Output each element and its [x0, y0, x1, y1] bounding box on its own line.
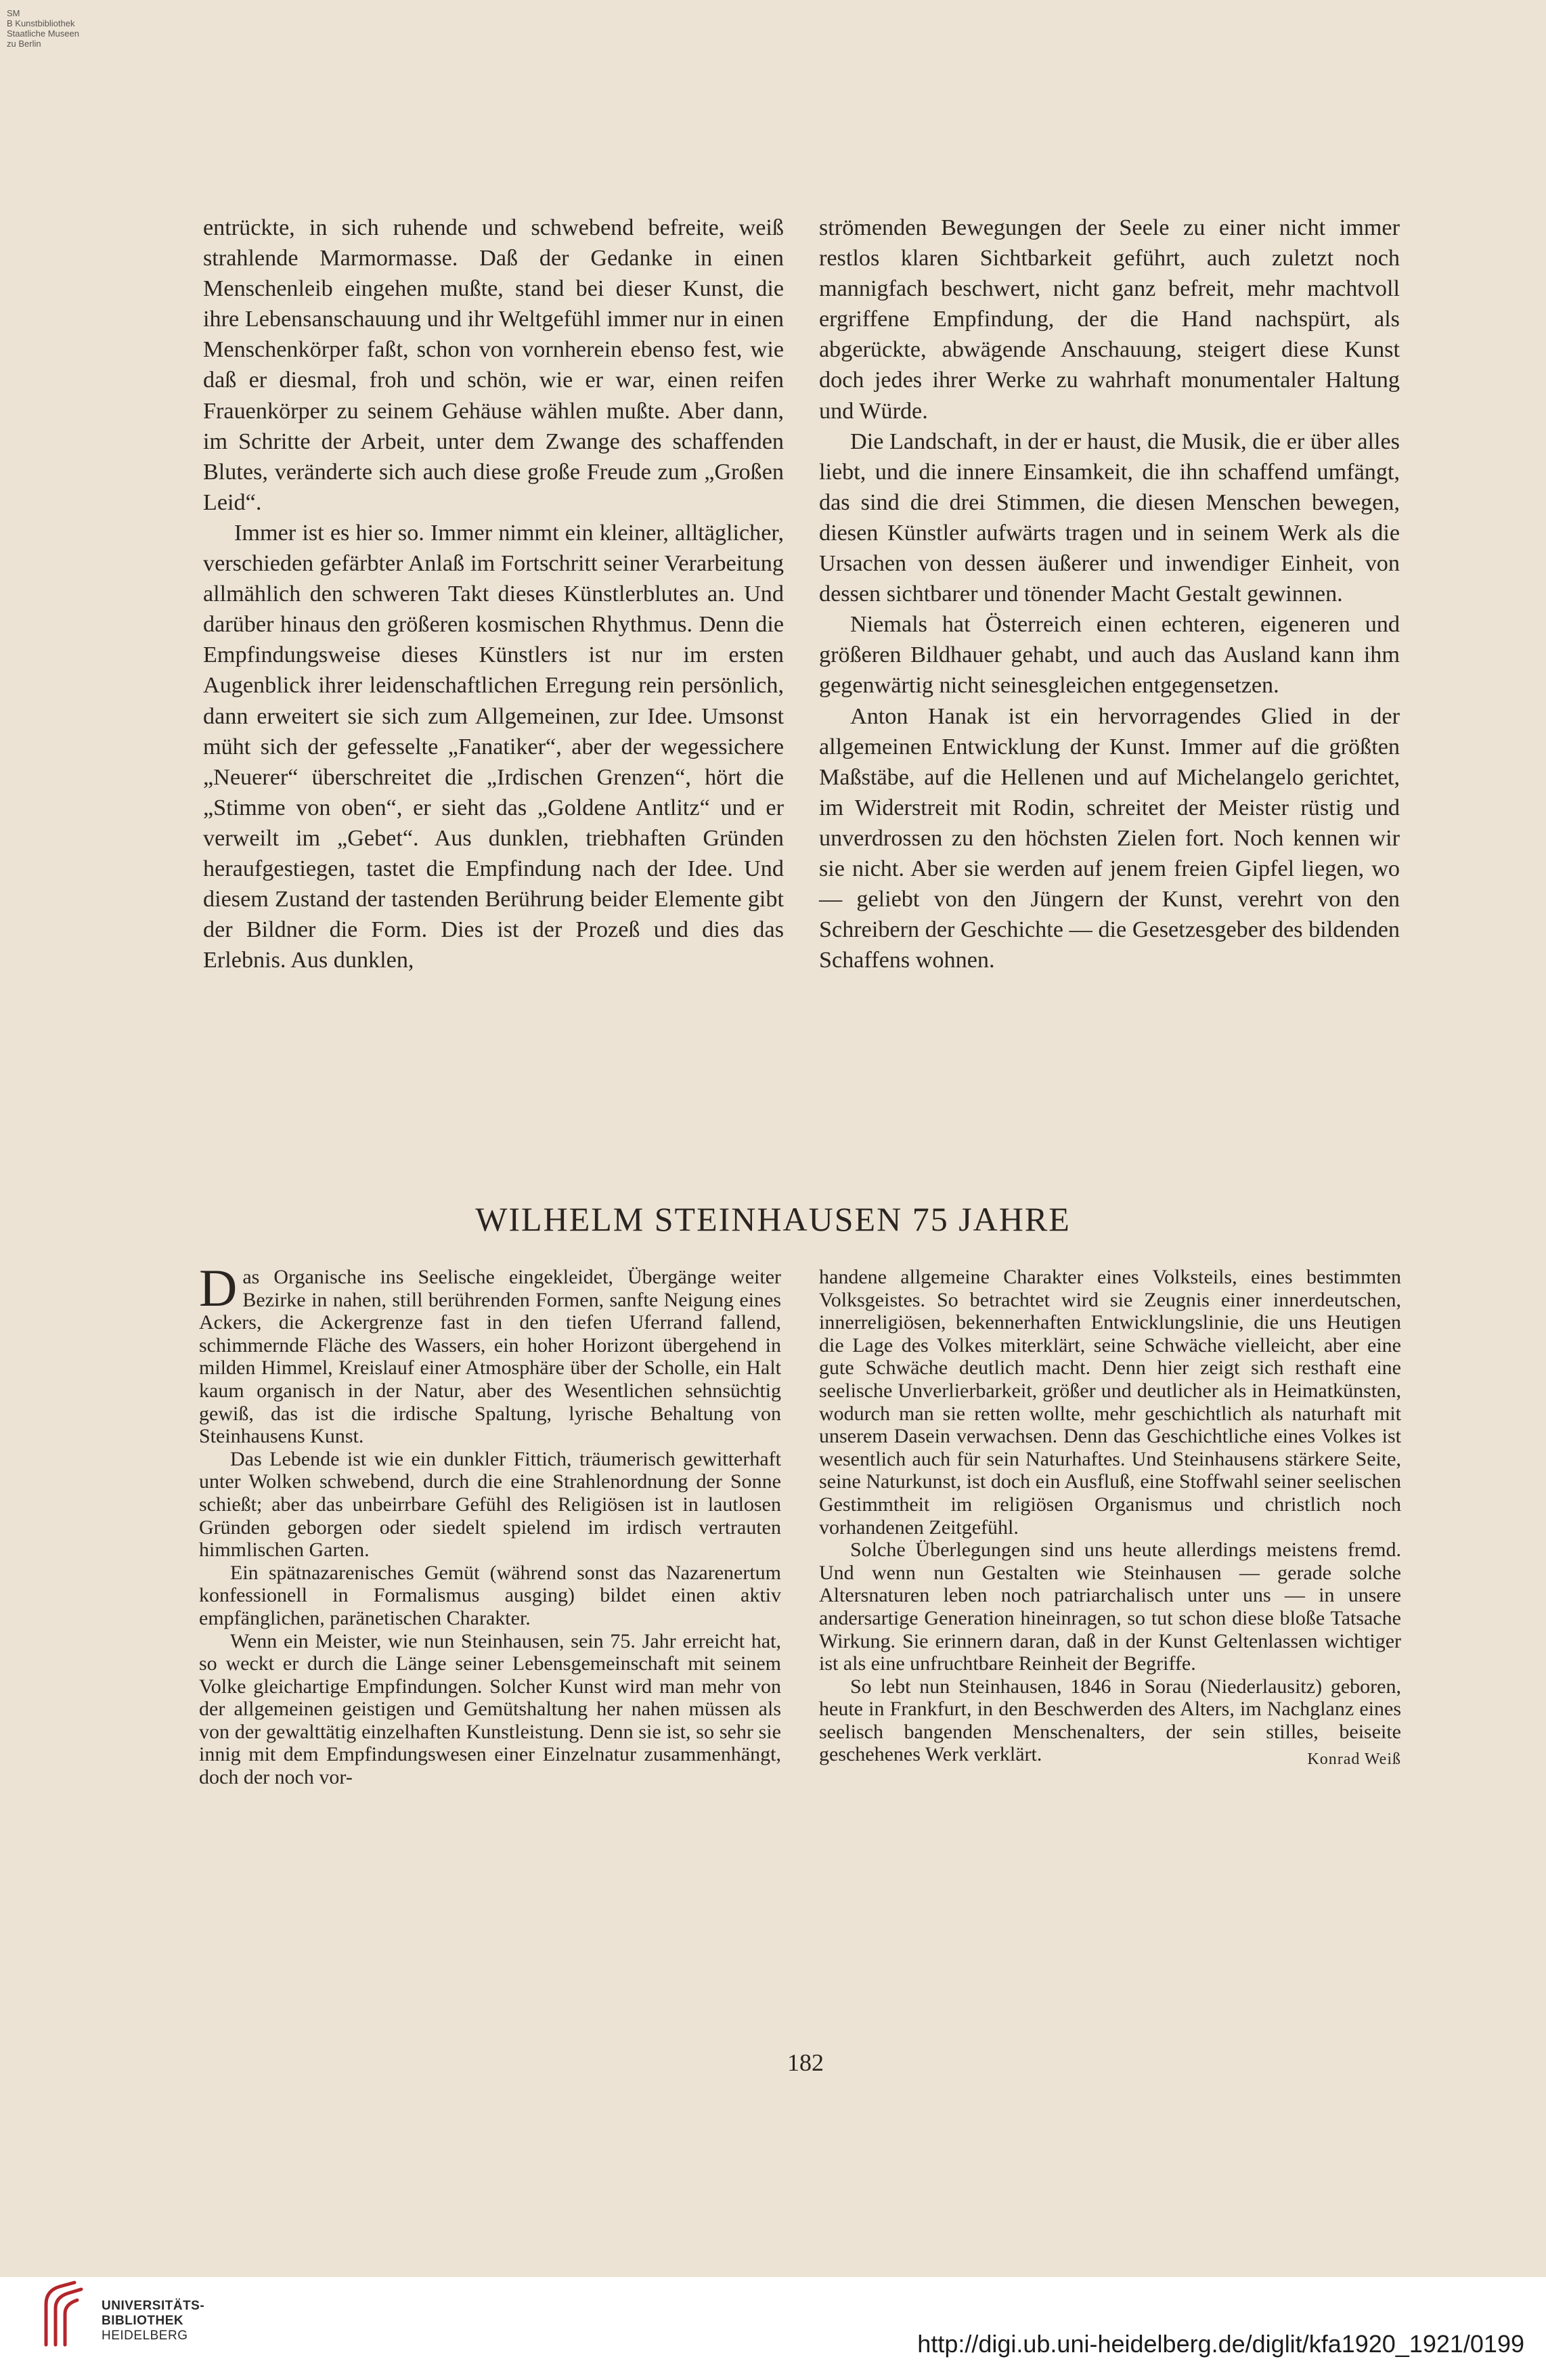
institution-line: HEIDELBERG	[102, 2329, 188, 2343]
paragraph: Solche Überlegungen sind uns heute allerdings meistens fremd. Und wenn nun Gestalten wie Steinhausen — gerade solche Altersnaturen leben noch patriarchalisch unter uns — in unsere andersartige Generation hineinragen, so tut schon diese bloße Tatsache Wirkung. Sie erinnern daran, daß in der Kunst Geltenlassen wichtiger ist als eine unfruchtbare Reinheit der Begriffe.	[819, 1539, 1401, 1675]
library-stamp	[7, 8, 79, 49]
paragraph: Das Lebende ist wie ein dunkler Fittich, träumerisch gewitterhaft unter Wolken schwebend, durch die eine Strahlenordnung der Sonne schießt; aber das unbeirrbare Gefühl des Religiösen ist in lautlosen Gründen geborgen oder siedelt spielend im irdisch vertrauten himmlischen Garten.	[199, 1447, 781, 1562]
paragraph-text: So lebt nun Steinhausen, 1846 in Sorau (Niederlausitz) geboren, heute in Frankfurt, in den Beschwerden des Alters, im Nachglanz eines seelisch bangenden Menschenalters, der sein stilles, beiseite geschehenes Werk verklärt.	[819, 1675, 1401, 1766]
paragraph: handene allgemeine Charakter eines Volksteils, eines bestimmten Volksgeistes. So betrachtet wird sie Zeugnis einer innerdeutschen, innerreligiösen, bekennerhaften Entwicklungslinie, die uns Heutigen die Lage des Volkes miterklärt, seine Schwäche vielleicht, aber eine gute Schwäche deutlich macht. Denn hier zeigt sich resthaft eine seelische Unverlierbarkeit, größer und deutlicher als in Heimatkünsten, wodurch man sie retten wollte, mehr geschichtlich als naturhaft mit unserem Dasein verwachsen. Denn das Geschichtliche eines Volkes ist wesentlich auch für sein Naturhaftes. Und Steinhausens stärkere Seite, seine Naturkunst, ist doch ein Ausfluß, eine Stoffwahl seiner seelischen Gestimmtheit im religiösen Organismus und christlich noch vorhandenen Zeitgefühl.	[819, 1266, 1401, 1539]
footer-bar	[0, 2277, 1546, 2380]
article-title: WILHELM STEINHAUSEN 75 JAHRE	[475, 1200, 1071, 1238]
stamp-line: B Kunstbibliothek	[7, 18, 75, 28]
paragraph	[819, 1675, 1401, 1769]
institution-name	[102, 2299, 204, 2343]
paragraph: Niemals hat Österreich einen echteren, eigeneren und größeren Bildhauer gehabt, und auch das Ausland kann ihm gegenwärtig nicht seinesgleichen entgegensetzen.	[819, 612, 1400, 699]
institution-line: BIBLIOTHEK	[102, 2314, 184, 2328]
lower-right-column	[819, 1266, 1401, 1771]
page-number: 182	[787, 2049, 824, 2076]
lower-left-column	[199, 1258, 781, 1789]
library-logo-icon	[39, 2277, 87, 2352]
paragraph: Anton Hanak ist ein hervorragendes Glied in der allgemeinen Entwicklung der Kunst. Immer auf die größten Maßstäbe, auf die Hellenen und auf Michelangelo gerichtet, im Widerstreit mit Rodin, schreitet der Meister rüstig und unverdrossen zu den höchsten Zielen fort. Noch kennen wir sie nicht. Aber sie werden auf jenem freien Gipfel liegen, wo — geliebt von den Jüngern der Kunst, verehrt von den Schreibern der Geschichte — die Gesetzesgeber des bildenden Schaffens wohnen.	[819, 703, 1400, 973]
drop-cap: D	[199, 1258, 238, 1317]
paragraph: entrückte, in sich ruhende und schwebend befreite, weiß strahlende Marmormasse. Daß der Gedanke in einen Menschenleib eingehen mußte, stand bei dieser Kunst, die ihre Lebensanschauung und ihr Weltgefühl immer nur in einen Menschenkörper faßt, schon von vornherein ebenso fest, wie daß er diesmal, froh und schön, wie er war, einen reifen Frauenkörper zu seinem Gehäuse wählen mußte. Aber dann, im Schritte der Arbeit, unter dem Zwange des schaffenden Blutes, veränderte sich auch diese große Freude zum „Großen Leid“.	[203, 215, 784, 515]
stamp-line: Staatliche Museen	[7, 28, 79, 39]
paragraph-text: as Organische ins Seelische eingekleidet, Übergänge weiter Bezirke in nahen, still berührenden Formen, sanfte Neigung eines Ackers, die Ackergrenze fast in den tiefen Uferrand fallend, schimmernde Fläche des Wassers, ein hoher Horizont übergehend in milden Himmel, Kreislauf einer Atmosphäre über der Scholle, ein Halt kaum organisch in der Natur, aber des Wesentlichen sehnsüchtig gewiß, das ist die irdische Spaltung, lyrische Behaltung von Steinhausens Kunst.	[199, 1266, 781, 1448]
paragraph: Wenn ein Meister, wie nun Steinhausen, sein 75. Jahr erreicht hat, so weckt er durch die Länge seiner Lebensgemeinschaft mit seinem Volke gleichartige Empfindungen. Solcher Kunst wird man mehr von der allgemeinen geistigen und Gemütshaltung her nahen müssen als von der gewalttätig einzelhaften Kunstleistung. Denn sie ist, so sehr sie innig mit dem Empfindungswesen einer Einzelnatur zusammenhängt, doch der noch vor-	[199, 1629, 781, 1789]
upper-right-column	[819, 213, 1400, 975]
stamp-line: zu Berlin	[7, 39, 41, 49]
paragraph: Immer ist es hier so. Immer nimmt ein kleiner, alltäglicher, verschieden gefärbter Anlaß im Fortschritt seiner Verarbeitung allmählich den schweren Takt dieses Künstlerblutes an. Und darüber hinaus den größeren kosmischen Rhythmus. Denn die Empfindungsweise dieses Künstlers ist nur im ersten Augenblick ihrer leidenschaftlichen Erregung rein persönlich, dann erweitert sie sich zum Allgemeinen, zur Idee. Umsonst müht sich der gefesselte „Fanatiker“, aber der wegessichere „Neuerer“ überschreitet die „Irdischen Grenzen“, hört die „Stimme von oben“, er sieht das „Goldene Antlitz“ und er verweilt im „Gebet“. Aus dunklen, triebhaften Gründen heraufgestiegen, tastet die Empfindung nach der Idee. Und diesem Zustand der tastenden Berührung beider Elemente gibt der Bildner die Form. Dies ist der Prozeß und dies das Erlebnis. Aus dunklen,	[203, 520, 784, 973]
stamp-line: SM	[7, 8, 20, 18]
paragraph: strömenden Bewegungen der Seele zu einer nicht immer restlos klaren Sichtbarkeit geführt, auch zuletzt noch mannigfach beschwert, nicht ganz befreit, mehr machtvoll ergriffene Empfindung, der die Hand nachspürt, als abgerückte, abwägende Anschauung, steigert diese Kunst doch jedes ihrer Werke zu wahrhaft monumentaler Haltung und Würde.	[819, 215, 1400, 424]
paragraph	[199, 1258, 781, 1448]
author-signature: Konrad Weiß	[1307, 1750, 1401, 1769]
institution-line: UNIVERSITÄTS-	[102, 2299, 205, 2313]
upper-left-column	[203, 213, 784, 975]
source-url-link[interactable]: http://digi.ub.uni-heidelberg.de/diglit/kfa1920_1921/0199	[917, 2330, 1524, 2358]
paragraph: Ein spätnazarenisches Gemüt (während sonst das Nazarenertum konfessionell in Formalismus ausging) bildet einen aktiv empfänglichen, paränetischen Charakter.	[199, 1561, 781, 1629]
paragraph: Die Landschaft, in der er haust, die Musik, die er über alles liebt, und die innere Einsamkeit, die ihn schaffend umfängt, das sind die drei Stimmen, die diesen Menschen bewegen, diesen Künstler aufwärts tragen und in seinem Werk als die Ursachen von dessen äußerer und inwendiger Einheit, von dessen sichtbarer und tönender Macht Gestalt gewinnen.	[819, 428, 1400, 607]
